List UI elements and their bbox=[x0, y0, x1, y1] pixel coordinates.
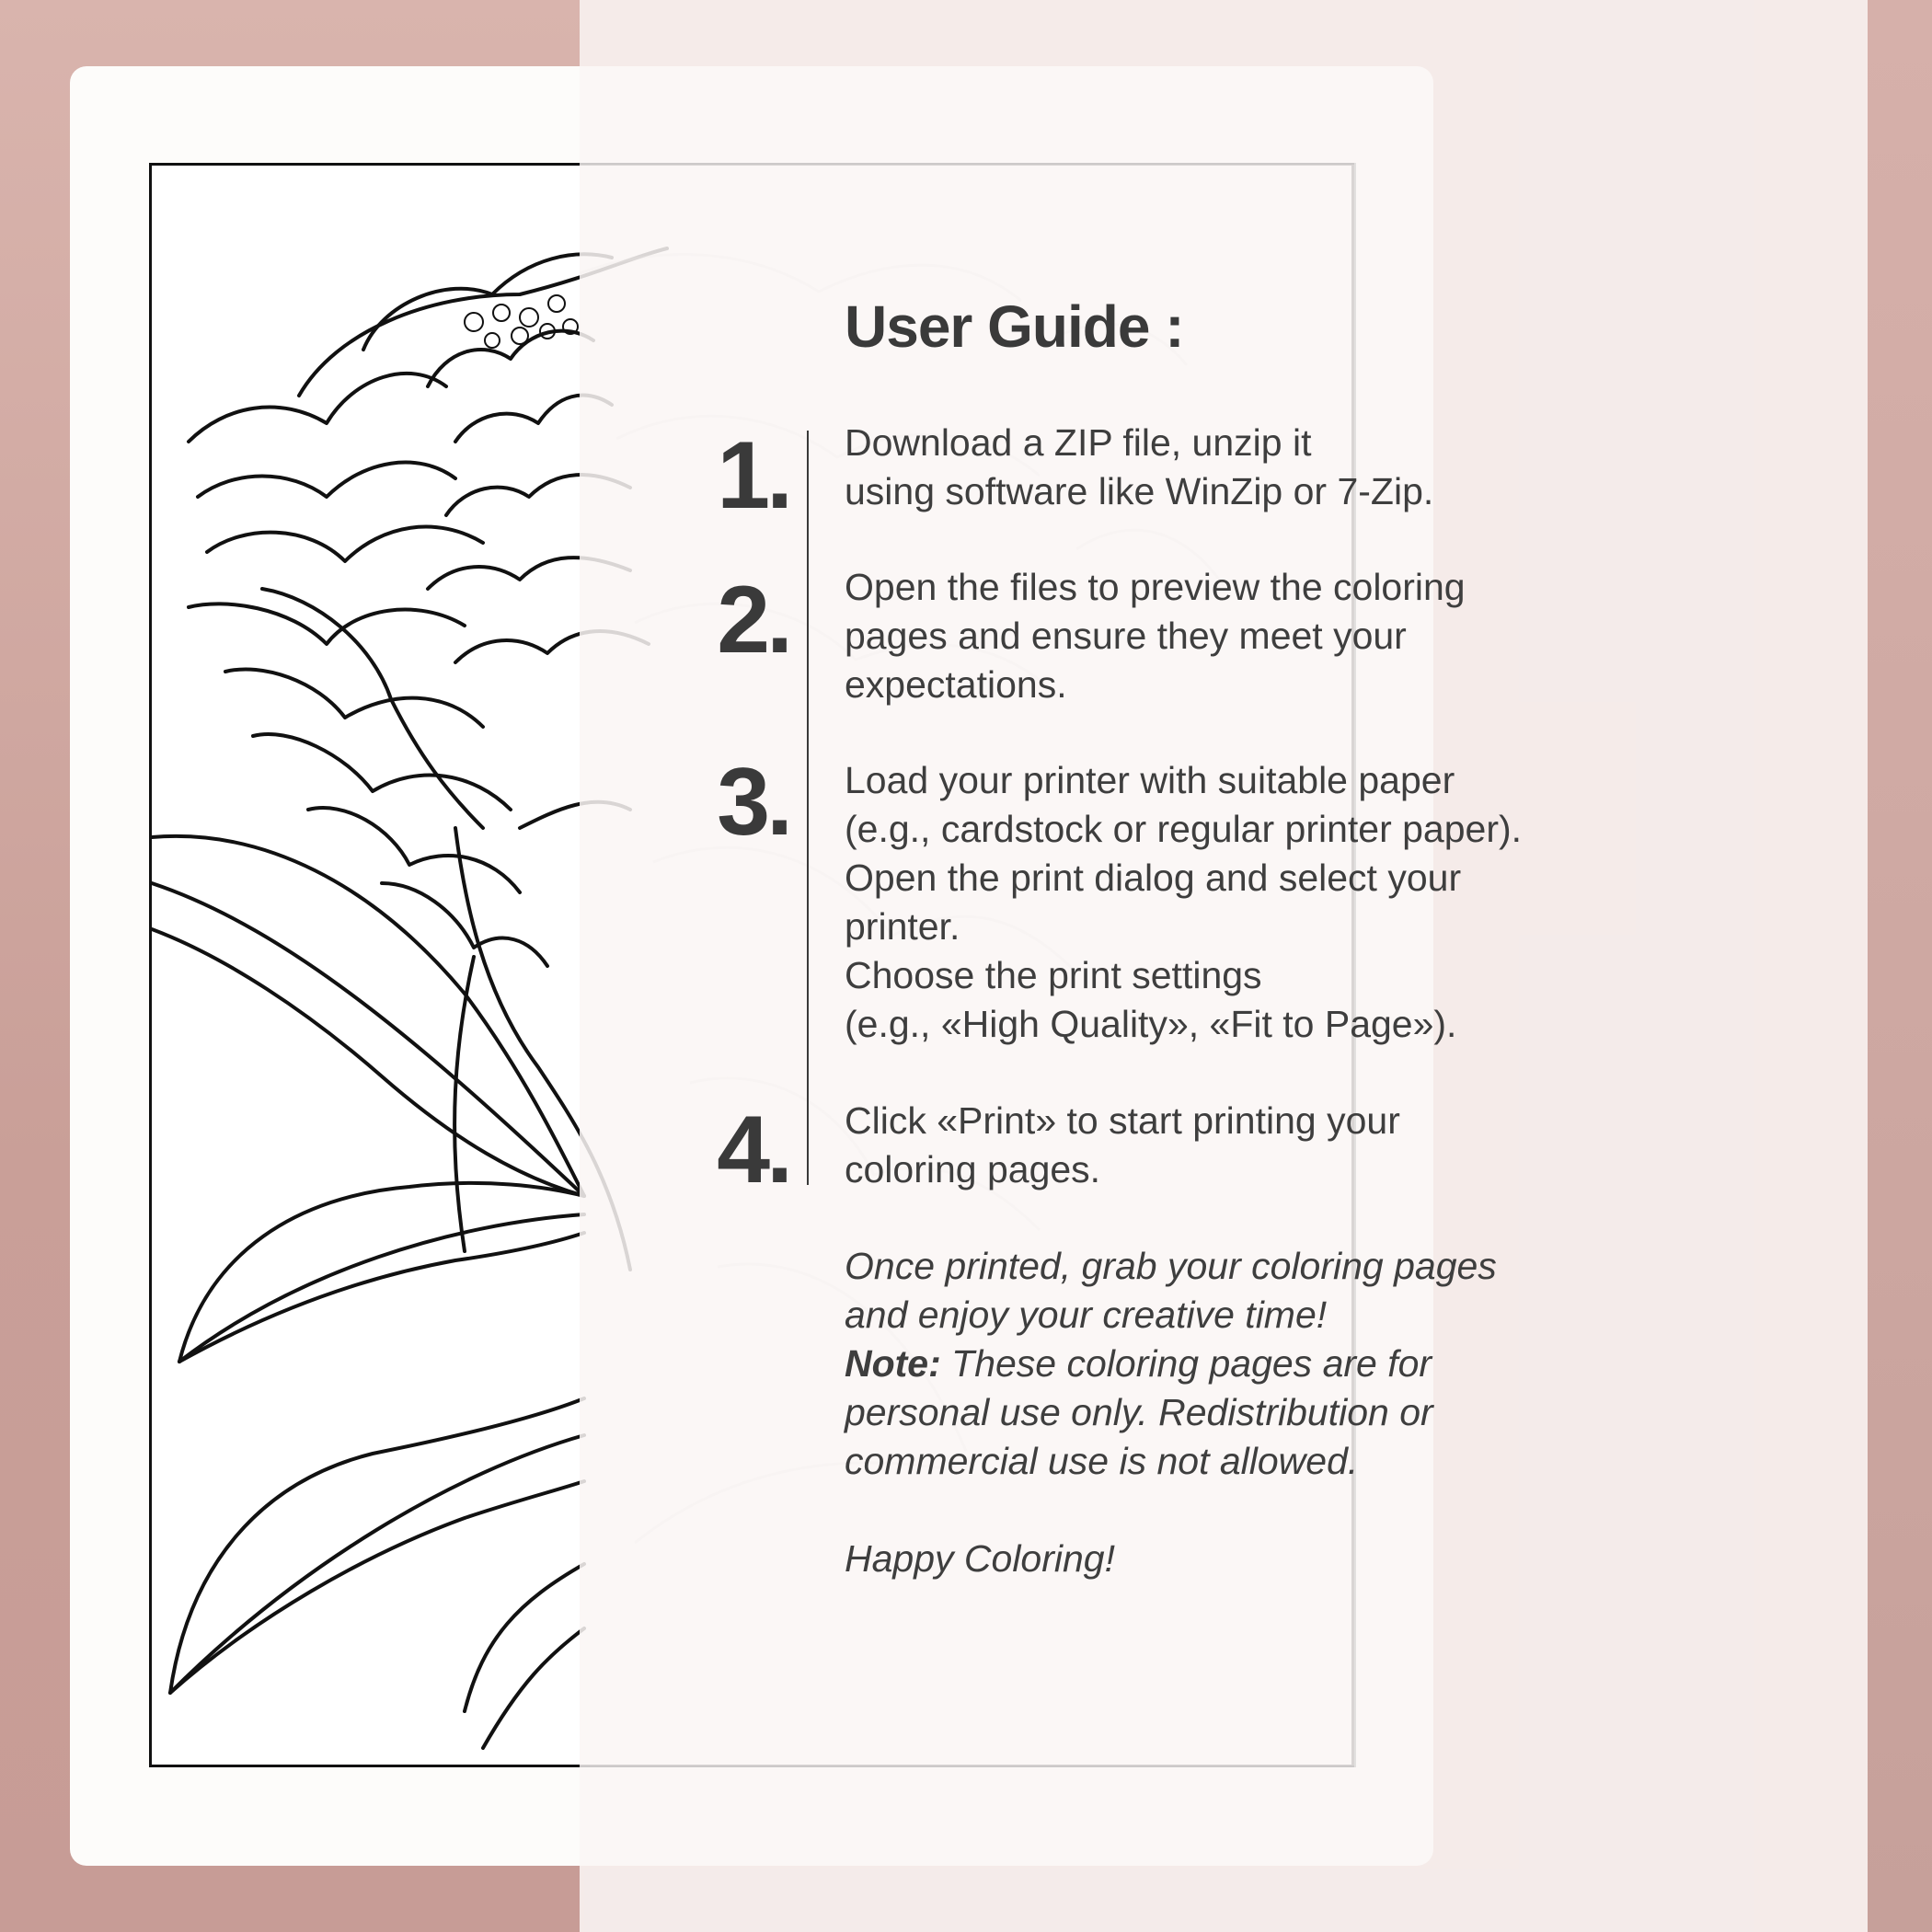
step-number-2: 2. bbox=[717, 567, 789, 673]
step-3-line: (e.g., cardstock or regular printer paper). bbox=[845, 808, 1523, 850]
guide-title: User Guide : bbox=[845, 293, 1184, 360]
step-3-line: Open the print dialog and select your bbox=[845, 857, 1462, 899]
signoff: Happy Coloring! bbox=[845, 1537, 1115, 1580]
step-2-line: pages and ensure they meet your bbox=[845, 615, 1407, 657]
closing-message bbox=[845, 1242, 1765, 1486]
step-number-3: 3. bbox=[717, 749, 789, 856]
step-4-line: coloring pages. bbox=[845, 1148, 1101, 1190]
note-line-3: commercial use is not allowed. bbox=[845, 1440, 1359, 1482]
step-1-text bbox=[845, 419, 1765, 516]
step-3-line: (e.g., «High Quality», «Fit to Page»). bbox=[845, 1003, 1457, 1045]
note-line-2: personal use only. Redistribution or bbox=[845, 1391, 1433, 1433]
note-label: Note: bbox=[845, 1342, 941, 1385]
step-3-line: Choose the print settings bbox=[845, 954, 1262, 996]
step-3-line: printer. bbox=[845, 905, 960, 948]
closing-line-1: Once printed, grab your coloring pages bbox=[845, 1245, 1497, 1287]
step-3-line: Load your printer with suitable paper bbox=[845, 759, 1455, 801]
steps-divider-line bbox=[807, 431, 809, 1185]
step-number-1: 1. bbox=[717, 422, 789, 529]
step-4-line: Click «Print» to start printing your bbox=[845, 1099, 1400, 1142]
note-text: These coloring pages are for bbox=[940, 1342, 1432, 1385]
step-1-line: using software like WinZip or 7-Zip. bbox=[845, 470, 1434, 512]
step-2-line: expectations. bbox=[845, 663, 1067, 706]
step-2-line: Open the files to preview the coloring bbox=[845, 566, 1466, 608]
background-right-strip bbox=[1868, 0, 1932, 1932]
note-line-1 bbox=[845, 1340, 1765, 1388]
closing-line-2: and enjoy your creative time! bbox=[845, 1294, 1328, 1336]
step-number-4: 4. bbox=[717, 1097, 789, 1203]
step-2-text bbox=[845, 563, 1765, 709]
step-3-text bbox=[845, 756, 1765, 1049]
step-1-line: Download a ZIP file, unzip it bbox=[845, 421, 1312, 464]
step-4-text bbox=[845, 1097, 1765, 1194]
